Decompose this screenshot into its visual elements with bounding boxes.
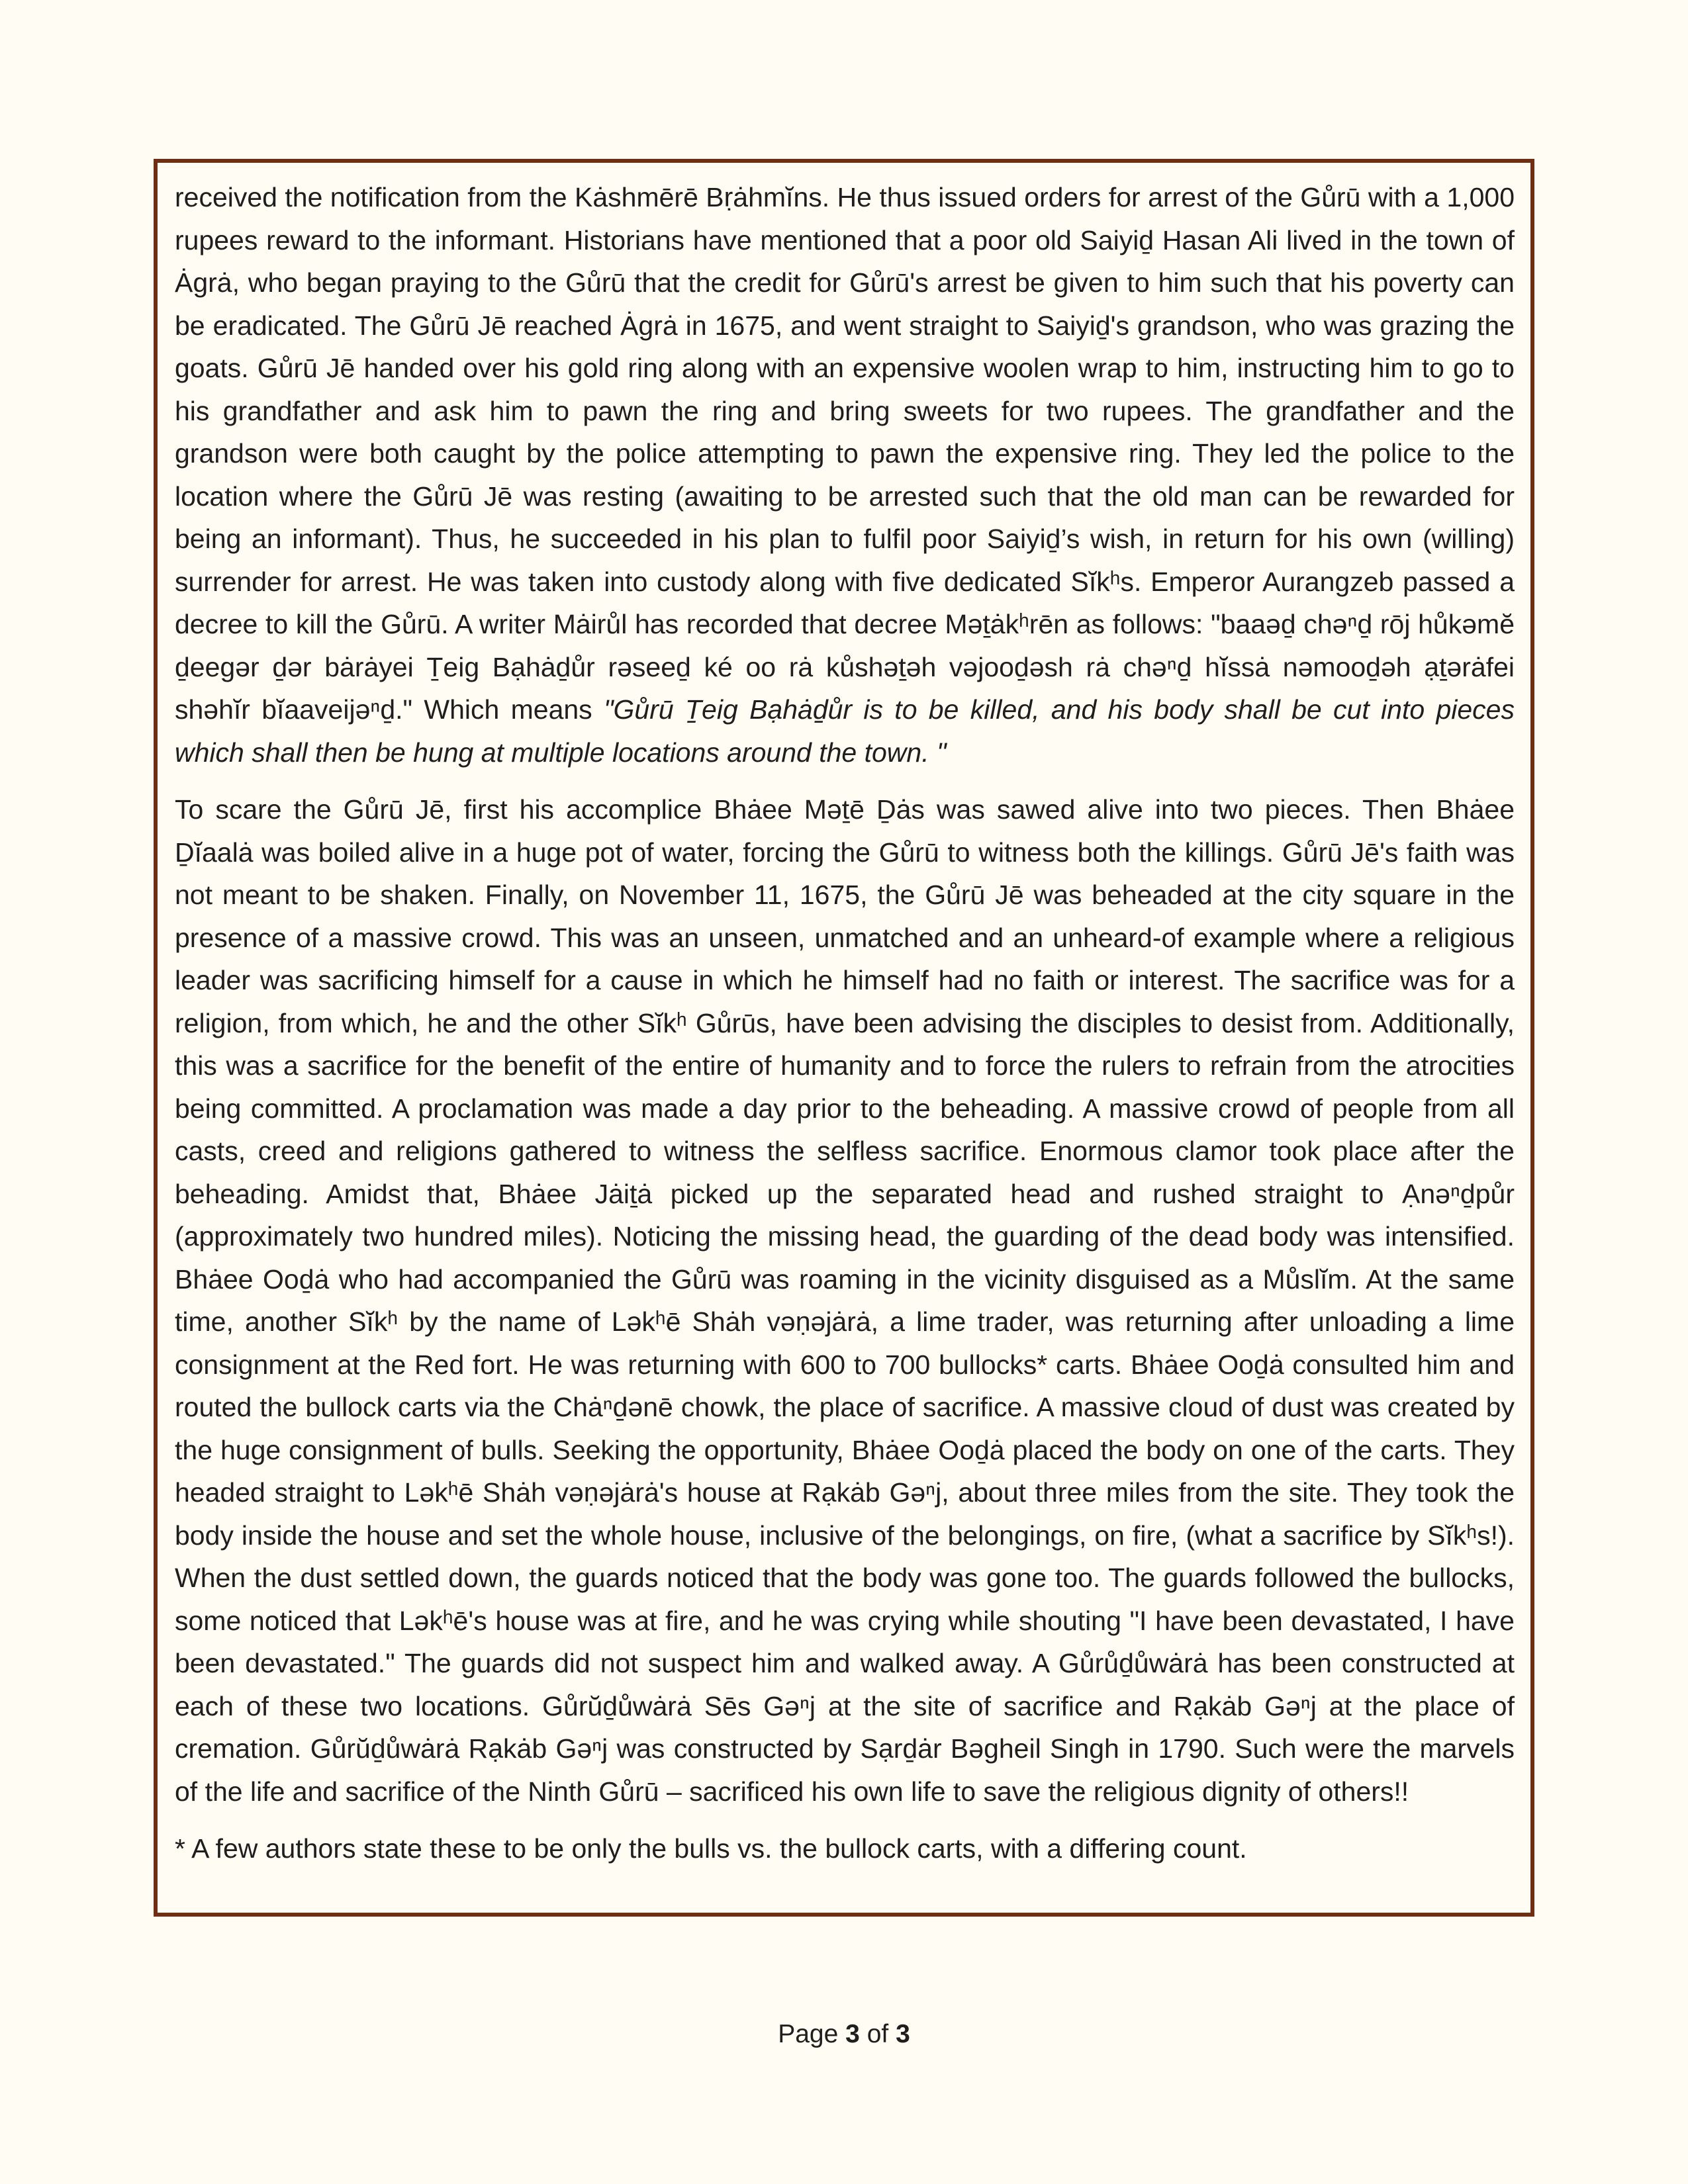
body-paragraph: [175, 176, 1515, 774]
page-label: Page: [778, 2020, 839, 2048]
footnote: * A few authors state these to be only the bulls vs. the bullock carts, with a differing count.: [175, 1833, 1247, 1864]
page-total: 3: [896, 2020, 910, 2048]
paragraph-text: received the notification from the Kȧshmērē Bṛȧhmĭns. He thus issued orders for arrest of the Gůrū with a 1,000 rupees reward to the informant. Historians have mentioned that a poor old Saiyiḏ Hasan Ali lived in the town of Ȧgrȧ, who began praying to the Gůrū that the credit for Gůrū's arrest be given to him such that his poverty can be eradicated. The Gůrū Jē reached Ȧgrȧ in 1675, and went straight to Saiyiḏ's grandson, who was grazing the goats. Gůrū Jē handed over his gold ring along with an expensive woolen wrap to him, instructing him to go to his grandfather and ask him to pawn the ring and bring sweets for two rupees. The grandfather and the grandson were both caught by the police attempting to pawn the expensive ring. They led the police to the location where the Gůrū Jē was resting (awaiting to be arrested such that the old man can be rewarded for being an informant). Thus, he succeeded in his plan to fulfil poor Saiyiḏ’s wish, in return for his own (willing) surrender for arrest. He was taken into custody along with five dedicated Sĭkʰs. Emperor Aurangzeb passed a decree to kill the Gůrū. A writer Mȧirůl has recorded that decree Məṯȧkʰrēn as follows: "baaəḏ chəⁿḏ rōj hůkəmĕ ḏeegər ḏər bȧrȧyei Ṯeig Bạhȧḏůr rəseeḏ ké oo rȧ kůshəṯəh vəjooḏəsh rȧ chəⁿḏ hĭssȧ nəmooḏəh ạṯərȧfei shəhĭr bĭaaveijəⁿḏ." Which means: [175, 182, 1515, 725]
page-of-label: of: [867, 2020, 889, 2048]
page-number: [0, 2020, 1688, 2049]
quoted-decree-translation: "Gůrū Ṯeig Bạhȧḏůr is to be killed, and his body shall be cut into pieces which shall then be hung at multiple locations around the town. ": [175, 694, 1515, 768]
body-paragraph: To scare the Gůrū Jē, first his accomplice Bhȧee Məṯē Ḏȧs was sawed alive into two pieces. Then Bhȧee Ḏĭaalȧ was boiled alive in a huge pot of water, forcing the Gůrū to witness both the killings. Gůrū Jē's faith was not meant to be shaken. Finally, on November 11, 1675, the Gůrū Jē was beheaded at the city square in the presence of a massive crowd. This was an unseen, unmatched and an unheard-of example where a religious leader was sacrificing himself for a cause in which he himself had no faith or interest. The sacrifice was for a religion, from which, he and the other Sĭkʰ Gůrūs, have been advising the disciples to desist from. Additionally, this was a sacrifice for the benefit of the entire of humanity and to force the rulers to refrain from the atrocities being committed. A proclamation was made a day prior to the beheading. A massive crowd of people from all casts, creed and religions gathered to witness the selfless sacrifice. Enormous clamor took place after the beheading. Amidst that, Bhȧee Jȧiṯȧ picked up the separated head and rushed straight to Ạnəⁿḏpůr (approximately two hundred miles). Noticing the missing head, the guarding of the dead body was intensified. Bhȧee Ooḏȧ who had accompanied the Gůrū was roaming in the vicinity disguised as a Můslĭm. At the same time, another Sĭkʰ by the name of Ləkʰē Shȧh vəṇəjȧrȧ, a lime trader, was returning after unloading a lime consignment at the Red fort. He was returning with 600 to 700 bullocks* carts. Bhȧee Ooḏȧ consulted him and routed the bullock carts via the Chȧⁿḏənē chowk, the place of sacrifice. A massive cloud of dust was created by the huge consignment of bulls. Seeking the opportunity, Bhȧee Ooḏȧ placed the body on one of the carts. They headed straight to Ləkʰē Shȧh vəṇəjȧrȧ's house at Rạkȧb Gəⁿj, about three miles from the site. They took the body inside the house and set the whole house, inclusive of the belongings, on fire, (what a sacrifice by Sĭkʰs!). When the dust settled down, the guards noticed that the body was gone too. The guards followed the bullocks, some noticed that Ləkʰē's house was at fire, and he was crying while shouting "I have been devastated, I have been devastated." The guards did not suspect him and walked away. A Gůrůḏůwȧrȧ has been constructed at each of these two locations. Gůrŭḏůwȧrȧ Sēs Gəⁿj at the site of sacrifice and Rạkȧb Gəⁿj at the place of cremation. Gůrŭḏůwȧrȧ Rạkȧb Gəⁿj was constructed by Sạrḏȧr Bəgheil Singh in 1790. Such were the marvels of the life and sacrifice of the Ninth Gůrū – sacrificed his own life to save the religious dignity of others!!: [175, 794, 1515, 1807]
content-frame: [154, 159, 1534, 1917]
page-current: 3: [845, 2020, 860, 2048]
